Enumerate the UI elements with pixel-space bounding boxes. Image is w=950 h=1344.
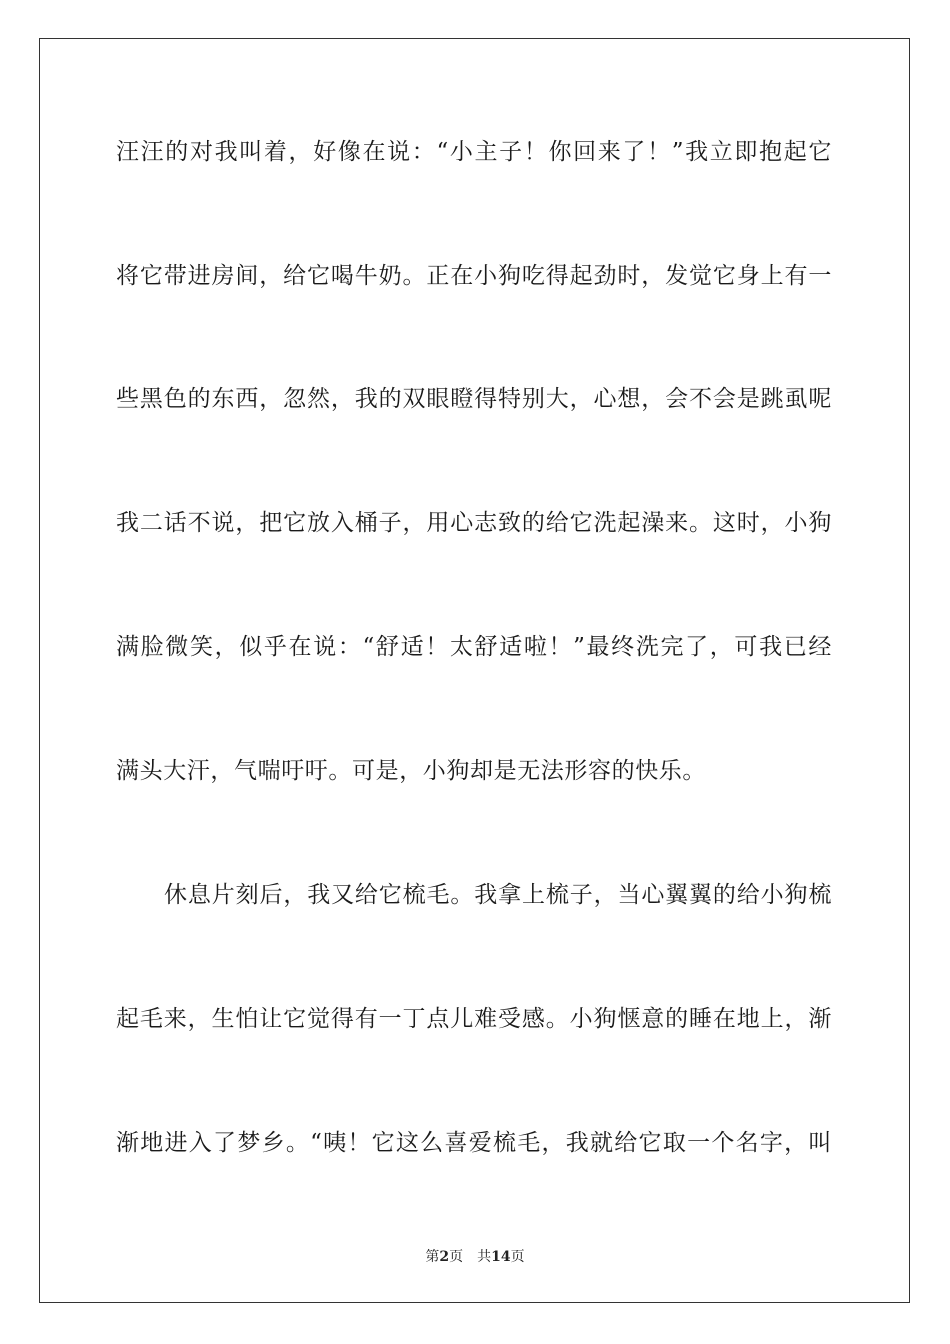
text-line-6: 满头大汗，气喘吁吁。可是，小狗却是无法形容的快乐。 <box>116 758 706 784</box>
text-line-1: 汪汪的对我叫着，好像在说：“小主子！你回来了！”我立即抱起它 <box>116 139 832 165</box>
total-label-prefix: 共 <box>477 1249 492 1265</box>
text-line-2: 将它带进房间，给它喝牛奶。正在小狗吃得起劲时，发觉它身上有一 <box>116 263 832 289</box>
total-label-suffix: 页 <box>510 1249 525 1265</box>
text-line-5: 满脸微笑，似乎在说：“舒适！太舒适啦！”最终洗完了，可我已经 <box>116 634 832 660</box>
page-label-prefix: 第 <box>425 1249 440 1265</box>
text-line-4: 我二话不说，把它放入桶子，用心志致的给它洗起澡来。这时，小狗 <box>116 510 832 536</box>
total-page-count: 14 <box>491 1249 511 1265</box>
text-line-3: 些黑色的东西，忽然，我的双眼瞪得特别大，心想，会不会是跳虱呢 <box>116 386 832 412</box>
current-page-number: 2 <box>439 1249 450 1265</box>
text-line-8: 起毛来，生怕让它觉得有一丁点儿难受感。小狗惬意的睡在地上，渐 <box>116 1006 832 1032</box>
page-border <box>39 38 910 1303</box>
page-label-suffix: 页 <box>449 1249 464 1265</box>
text-line-9: 渐地进入了梦乡。“咦！它这么喜爱梳毛，我就给它取一个名字，叫 <box>116 1130 832 1156</box>
text-line-7: 休息片刻后，我又给它梳毛。我拿上梳子，当心翼翼的给小狗梳 <box>164 882 832 908</box>
page-footer <box>0 1248 950 1266</box>
